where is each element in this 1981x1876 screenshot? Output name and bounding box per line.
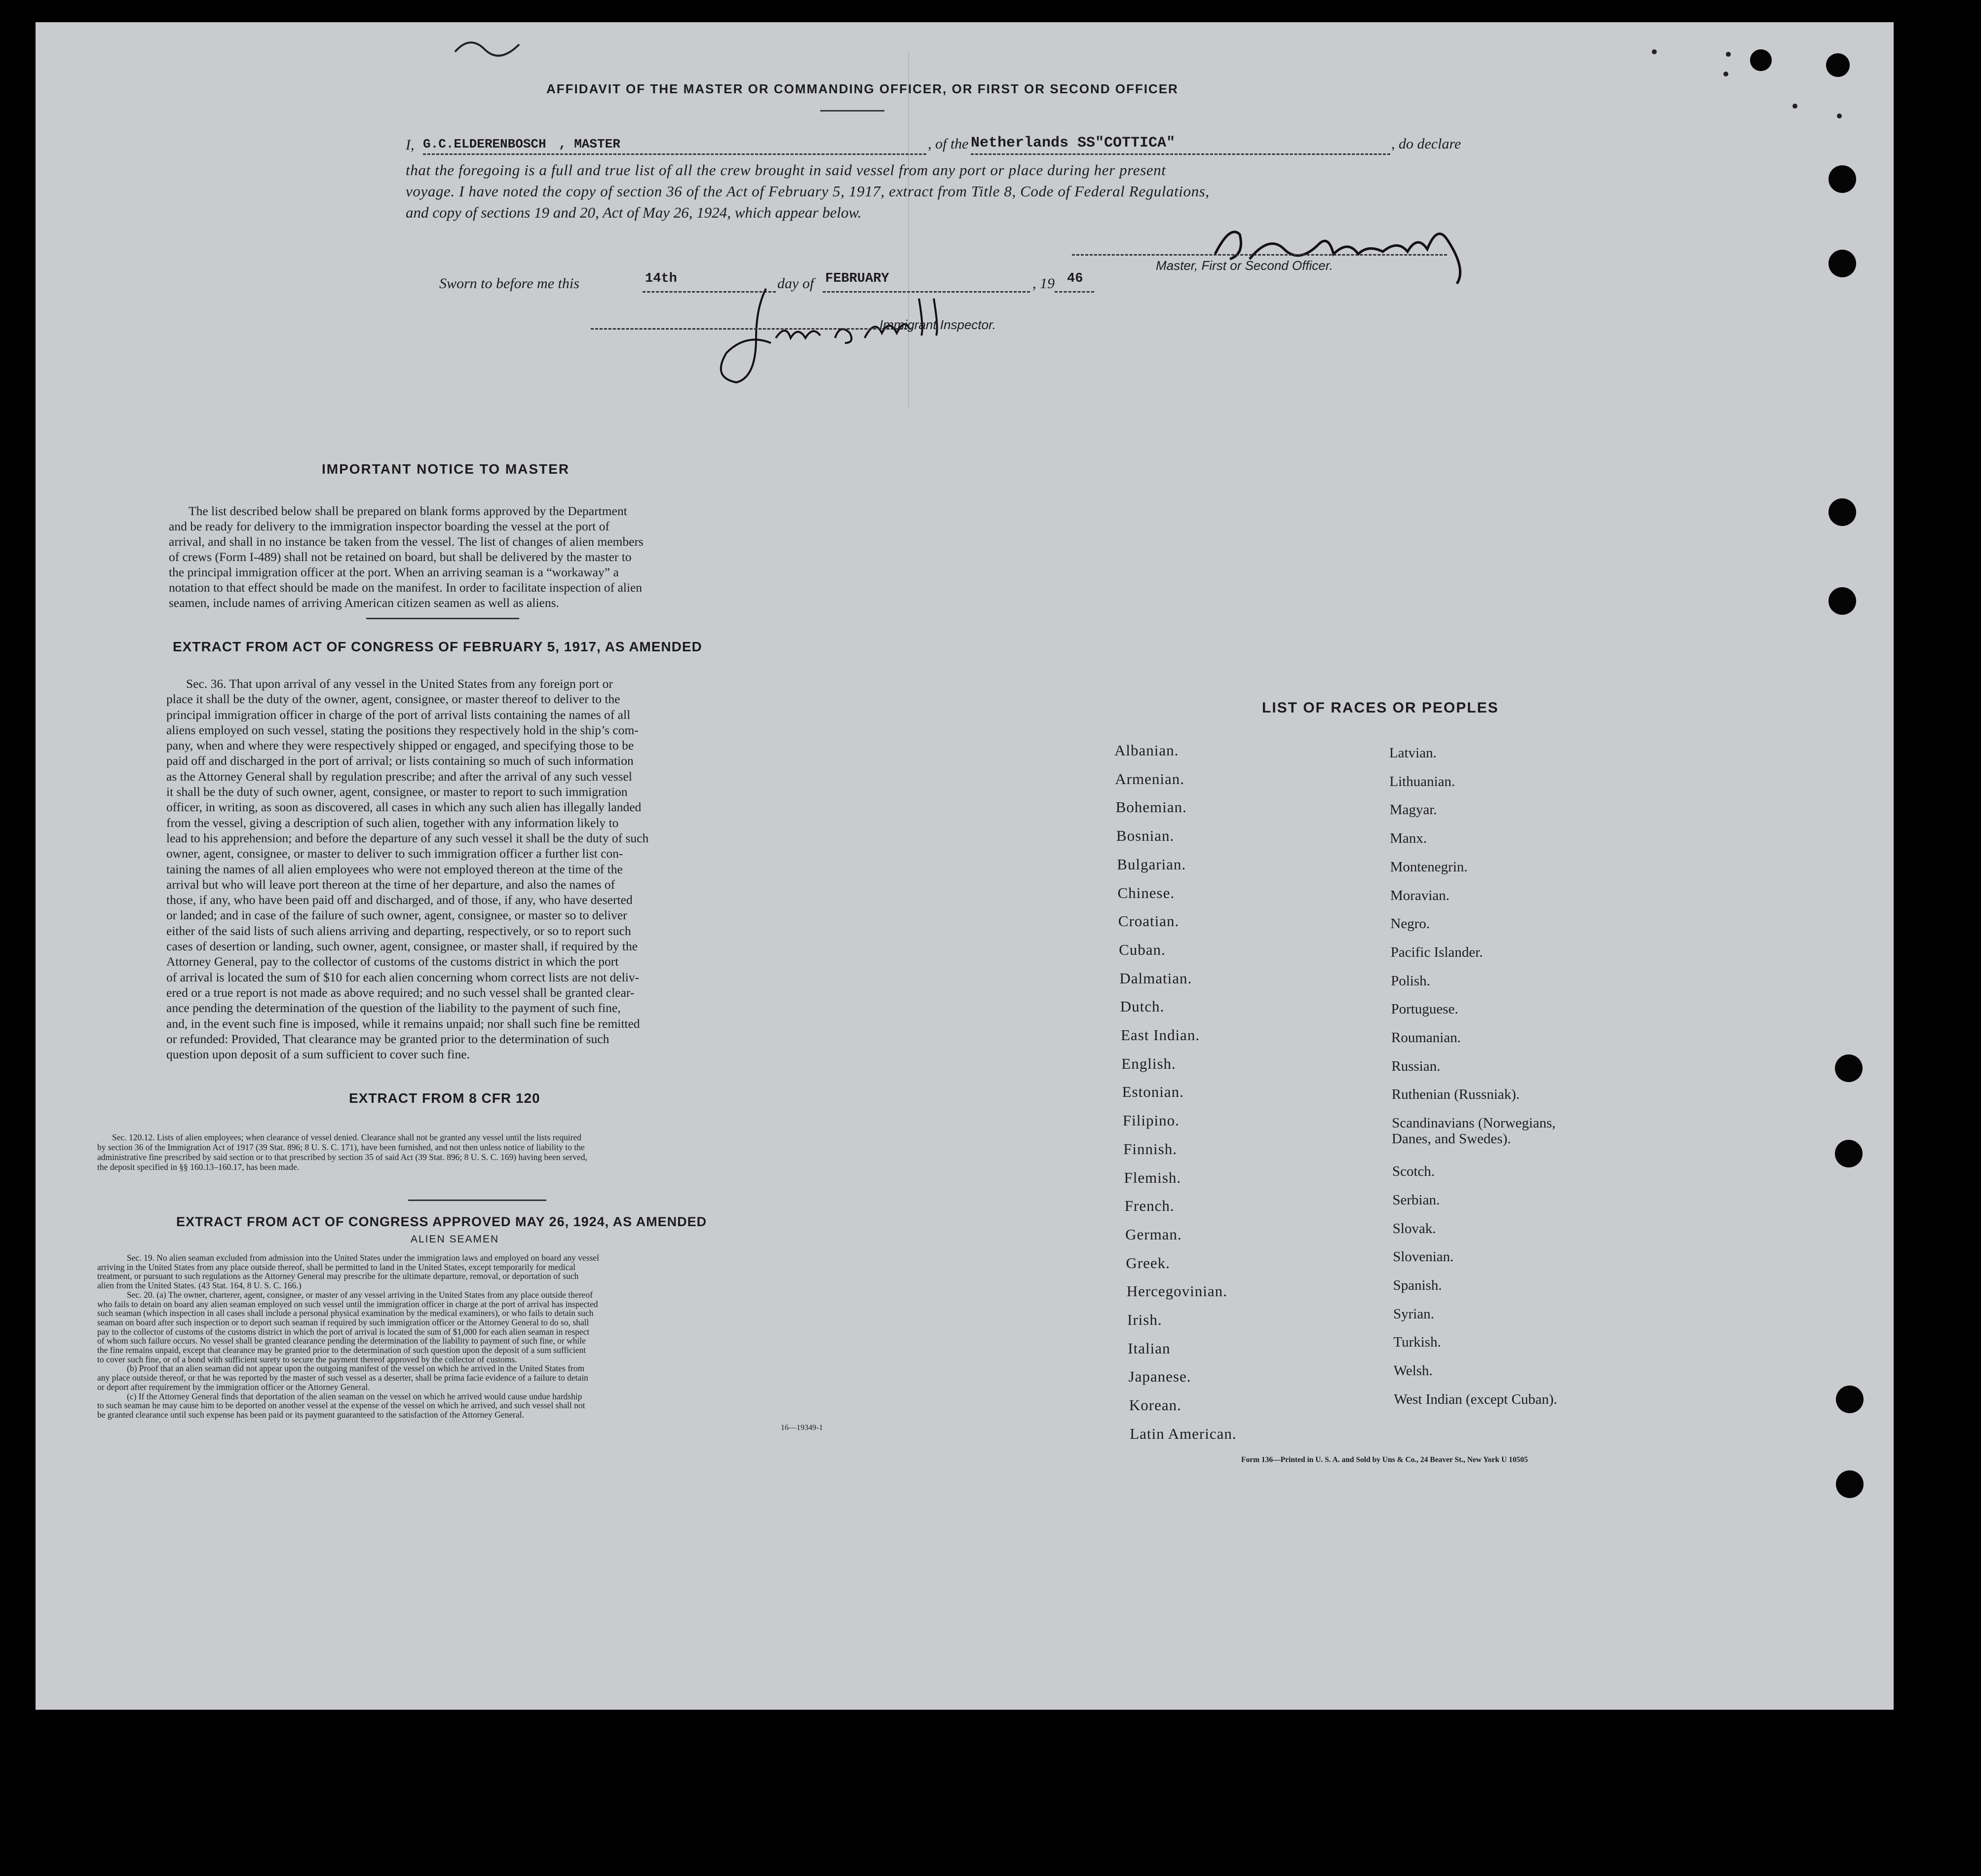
race-item: Korean. <box>1129 1396 1181 1414</box>
race-item: Bosnian. <box>1116 827 1175 845</box>
extract-line: place it shall be the duty of the owner, agent, consignee, or master thereof to deliver to the <box>166 692 620 707</box>
race-item: Ruthenian (Russniak). <box>1391 1087 1520 1103</box>
notice-text <box>169 503 745 610</box>
form-code: 16—19349-1 <box>781 1424 823 1432</box>
race-item: Slovenian. <box>1393 1249 1454 1265</box>
race-item: Moravian. <box>1390 887 1449 903</box>
year-prefix: , 19 <box>1032 275 1055 292</box>
notice-line: arrival, and shall in no instance be taken from the vessel. The list of changes of alien members <box>169 534 644 549</box>
sworn-label: Sworn to before me this <box>439 275 579 292</box>
extract-1924-line: pay to the collector of customs of the customs district in which the port of arrival is located the sum of $1,000 for each alien seaman in respect <box>97 1326 590 1337</box>
race-item: Polish. <box>1391 973 1430 989</box>
race-item: West Indian (except Cuban). <box>1394 1391 1558 1407</box>
printer-footer: Form 136—Printed in U. S. A. and Sold by Uns & Co., 24 Beaver St., New York U 10505 <box>1241 1456 1528 1464</box>
binder-hole <box>1836 1470 1864 1498</box>
extract-line: paid off and discharged in the port of arrival; or lists containing so much of such information <box>166 753 634 768</box>
extract-1924-line: arriving in the United States from any place outside thereof, shall be permitted to land in the United States, except temporarily for medical <box>97 1262 576 1272</box>
cfr-line: administrative fine prescribed by said section or to that prescribed by section 35 of said Act (39 Stat. 896; 8 U. S. C. 169) having been served, <box>97 1152 587 1162</box>
extract-line: officer, in writing, as soon as discovered, all cases in which any such alien has illegally landed <box>166 800 642 815</box>
race-item: Scandinavians (Norwegians, <box>1392 1115 1556 1131</box>
extract-line: pany, when and where they were respectively shipped or engaged, and specifying those to be <box>166 738 634 753</box>
vessel-name: Netherlands SS"COTTICA" <box>971 135 1176 151</box>
speck <box>1723 72 1728 76</box>
extract-1924-line: of whom such failure occurs. No vessel shall be granted clearance pending the determination of the liability to payment of such fine, or while <box>97 1336 586 1346</box>
divider <box>408 1200 546 1201</box>
cfr-line: Sec. 120.12. Lists of alien employees; when clearance of vessel denied. Clearance shall not be granted any vessel until the lists required <box>112 1132 582 1142</box>
extract-1924-line: or deport after requirement by the immigration officer or the Attorney General. <box>97 1382 370 1392</box>
race-item: Estonian. <box>1122 1083 1184 1101</box>
binder-hole <box>1829 165 1856 193</box>
binder-hole <box>1750 49 1772 71</box>
extract-line: question upon deposit of a sum sufficient to cover such fine. <box>166 1047 470 1062</box>
extract-1917-text <box>166 676 746 1062</box>
race-item: Bohemian. <box>1115 798 1187 816</box>
inspector-signature <box>692 279 949 397</box>
cfr-line: the deposit specified in §§ 160.13–160.17, has been made. <box>97 1162 300 1172</box>
sworn-year: 46 <box>1067 271 1083 286</box>
race-item: Turkish. <box>1393 1334 1441 1351</box>
race-item: Latin American. <box>1130 1425 1237 1442</box>
sworn-day: 14th <box>645 271 677 286</box>
extract-1924-line: seaman on board after such inspection or to deport such seaman if required by such immigration officer or the Attorney General to do so, shall <box>97 1317 589 1327</box>
extract-line: of arrival is located the sum of $10 for each alien concerning whom correct lists are not deliv- <box>166 970 640 984</box>
race-item: Italian <box>1128 1339 1171 1357</box>
extract-line: from the vessel, giving a description of such alien, together with any information likely to <box>166 815 619 830</box>
extract-1924-line: alien from the United States. (43 Stat. 164, 8 U. S. C. 166.) <box>97 1280 302 1291</box>
extract-line: ance pending the determination of the question of the liability to the payment of such fine, <box>166 1001 621 1015</box>
race-item: Portuguese. <box>1391 1001 1458 1017</box>
affidavit-title: AFFIDAVIT OF THE MASTER OR COMMANDING OFFICER, OR FIRST OR SECOND OFFICER <box>546 81 1179 96</box>
extract-line: aliens employed on such vessel, stating the positions they respectively hold in the ship’s com- <box>166 722 639 737</box>
race-item: Greek. <box>1126 1254 1170 1272</box>
race-item: Irish. <box>1127 1311 1162 1328</box>
race-item: Latvian. <box>1389 745 1437 761</box>
extract-1924-line: Sec. 20. (a) The owner, charterer, agent, consignee, or master of any vessel arriving in the United States from any place outside thereof <box>127 1289 593 1300</box>
extract-line: Attorney General, pay to the collector of customs of the customs district in which the port <box>166 954 619 969</box>
extract-1924-line: (c) If the Attorney General finds that deportation of the alien seaman on the vessel on which he arrived would cause undue hardship <box>127 1391 582 1401</box>
master-signature-line <box>1072 254 1447 256</box>
master-rank: , MASTER <box>559 137 620 151</box>
inspector-signature-line <box>591 328 912 330</box>
race-item: Pacific Islander. <box>1390 944 1483 960</box>
extract-line: taining the names of all alien employees who were not employed thereon at the time of the <box>166 862 623 876</box>
divider <box>366 618 519 619</box>
extract-line: owner, agent, consignee, or master to deliver to such immigration officer a further list con- <box>166 846 623 861</box>
race-item: Albanian. <box>1114 742 1179 759</box>
races-title: LIST OF RACES OR PEOPLES <box>1262 700 1499 716</box>
binder-hole <box>1829 498 1856 526</box>
master-name: G.C.ELDERENBOSCH <box>423 137 546 151</box>
speck <box>1792 104 1797 109</box>
notice-line: the principal immigration officer at the port. When an arriving seaman is a “workaway” a <box>169 565 619 579</box>
race-item: Magyar. <box>1389 802 1437 818</box>
corner-mark <box>450 27 524 62</box>
race-item: German. <box>1125 1225 1182 1243</box>
extract-1924-line: Sec. 19. No alien seaman excluded from admission into the United States under the immigration laws and employed on board any vessel <box>127 1253 599 1263</box>
of-the-label: , of the <box>928 136 969 152</box>
binder-hole <box>1836 1386 1864 1413</box>
cfr-text <box>97 1132 867 1172</box>
race-item: Armenian. <box>1115 770 1185 788</box>
race-item: English. <box>1121 1054 1176 1072</box>
binder-hole <box>1826 53 1850 77</box>
extract-1924-title: EXTRACT FROM ACT OF CONGRESS APPROVED MAY 26, 1924, AS AMENDED <box>176 1214 707 1229</box>
extract-1924-subtitle: ALIEN SEAMEN <box>411 1234 499 1245</box>
cfr-line: by section 36 of the Immigration Act of 1917 (39 Stat. 896; 8 U. S. C. 171), have been furnished, and not then unless notice of liability to the <box>97 1142 585 1152</box>
notice-line: The list described below shall be prepared on blank forms approved by the Department <box>189 504 627 518</box>
race-item: Manx. <box>1390 830 1427 847</box>
master-label: Master, First or Second Officer. <box>1156 258 1333 273</box>
document-page <box>36 22 1894 1710</box>
race-item: Montenegrin. <box>1390 859 1468 875</box>
extract-1924-line: such seaman (which inspection in all cases shall include a personal physical examination by the medical examiners), or who fails to detain such <box>97 1308 594 1318</box>
binder-hole <box>1835 1054 1863 1082</box>
binder-hole <box>1829 250 1856 277</box>
extract-line: or landed; and in case of the failure of such owner, agent, consignee, or master so to deliver <box>166 908 627 923</box>
extract-1924-line: the fine remains unpaid, except that clearance may be granted prior to the determination of such question upon the deposit of a sum sufficient <box>97 1345 586 1355</box>
sworn-month: FEBRUARY <box>825 271 889 286</box>
binder-hole <box>1829 587 1856 615</box>
inspector-label: Immigrant Inspector. <box>879 317 996 332</box>
do-declare-label: , do declare <box>1391 136 1461 152</box>
year-line <box>1055 291 1094 293</box>
notice-line: seamen, include names of arriving American citizen seamen as well as aliens. <box>169 596 559 610</box>
notice-line: and be ready for delivery to the immigration inspector boarding the vessel at the port of <box>169 519 610 533</box>
speck <box>1837 113 1842 118</box>
race-item: Filipino. <box>1122 1112 1180 1129</box>
race-item: Russian. <box>1391 1058 1441 1074</box>
extract-line: ered or a true report is not made as above required; and no such vessel shall be granted clear- <box>166 985 635 1000</box>
name-line <box>423 153 926 155</box>
race-item: Bulgarian. <box>1117 855 1186 873</box>
extract-1924-line: to such seaman he may cause him to be deported on another vessel at the expense of the vessel on which he arrived, and such vessel shall not <box>97 1400 585 1411</box>
race-item: French. <box>1124 1197 1175 1215</box>
extract-line: either of the said lists of such aliens arriving and departing, respectively, or so to report such <box>166 923 631 938</box>
notice-line: notation to that effect should be made on the manifest. In order to facilitate inspection of alien <box>169 580 643 595</box>
race-item: Negro. <box>1390 916 1430 932</box>
notice-title: IMPORTANT NOTICE TO MASTER <box>322 461 570 477</box>
extract-1924-line: (b) Proof that an alien seaman did not appear upon the outgoing manifest of the vessel on which he arrived in the United States from <box>127 1363 585 1374</box>
extract-line: principal immigration officer in charge of the port of arrival lists containing the names of all <box>166 707 631 722</box>
speck <box>1652 49 1657 54</box>
race-item: Slovak. <box>1392 1220 1436 1237</box>
race-item: East Indian. <box>1121 1026 1200 1044</box>
extract-1924-line: treatment, or pursuant to such regulations as the Attorney General may prescribe for the ultimate departure, removal, or deportation of such <box>97 1271 579 1281</box>
race-item: Syrian. <box>1393 1306 1434 1322</box>
extract-1924-line: to cover such fine, or of a bond with sufficient surety to secure the payment thereof approved by the collector of customs. <box>97 1354 517 1364</box>
day-of-label: day of <box>777 275 814 292</box>
race-item: Spanish. <box>1393 1277 1442 1293</box>
race-item: Welsh. <box>1393 1363 1433 1379</box>
extract-line: as the Attorney General shall by regulation prescribe; and after the arrival of any such vessel <box>166 769 632 784</box>
extract-line: cases of desertion or landing, such owner, agent, consignee, or master shall, if required by the <box>166 939 638 954</box>
divider <box>820 110 884 112</box>
extract-line: and, in the event such fine is imposed, while it remains unpaid; nor shall such fine be remitted <box>166 1016 640 1031</box>
extract-1917-title: EXTRACT FROM ACT OF CONGRESS OF FEBRUARY 5, 1917, AS AMENDED <box>173 639 702 654</box>
affidavit-line-3: voyage. I have noted the copy of section 36 of the Act of February 5, 1917, extract from Title 8, Code of Federal Regulations, <box>406 183 1210 200</box>
extract-1924-text <box>97 1253 867 1420</box>
extract-1924-line: who fails to detain on board any alien seaman employed on such vessel until the immigration officer in charge at the port of arrival has inspected <box>97 1299 598 1309</box>
race-item: Danes, and Swedes). <box>1392 1130 1511 1147</box>
notice-line: of crews (Form I-489) shall not be retained on board, but shall be delivered by the master to <box>169 550 632 564</box>
race-item: Dalmatian. <box>1119 969 1192 987</box>
extract-line: it shall be the duty of such owner, agent, consignee, or master to report to such immigration <box>166 785 628 799</box>
race-item: Flemish. <box>1124 1168 1181 1186</box>
affidavit-prefix: I, <box>406 137 415 153</box>
master-signature <box>1171 205 1486 299</box>
affidavit-line-2: that the foregoing is a full and true list of all the crew brought in said vessel from any port or place during her present <box>406 161 1166 179</box>
binder-hole <box>1835 1140 1863 1167</box>
race-item: Hercegovinian. <box>1126 1282 1227 1300</box>
extract-1924-line: any place outside thereof, or that he was reported by the master of such vessel as a deserter, shall be prima facie evidence of a failure to detain <box>97 1373 588 1383</box>
race-item: Finnish. <box>1123 1140 1177 1158</box>
cfr-title: EXTRACT FROM 8 CFR 120 <box>349 1090 540 1106</box>
race-item: Lithuanian. <box>1389 773 1455 789</box>
race-item: Cuban. <box>1119 940 1166 958</box>
race-item: Roumanian. <box>1391 1030 1461 1046</box>
speck <box>1726 52 1731 57</box>
race-item: Scotch. <box>1392 1163 1435 1180</box>
extract-line: those, if any, who have been paid off and discharged, and of those, if any, who have deserted <box>166 893 633 907</box>
extract-line: or refunded: Provided, That clearance may be granted prior to the determination of such <box>166 1031 610 1046</box>
race-item: Serbian. <box>1392 1192 1440 1208</box>
vessel-line <box>971 153 1390 155</box>
race-item: Dutch. <box>1120 998 1165 1015</box>
affidavit-line-4: and copy of sections 19 and 20, Act of May 26, 1924, which appear below. <box>406 204 862 221</box>
extract-1924-line: be granted clearance until such expense has been paid or its payment guaranteed to the satisfaction of the Attorney General. <box>97 1409 524 1420</box>
extract-line: Sec. 36. That upon arrival of any vessel in the United States from any foreign port or <box>186 676 613 691</box>
race-item: Chinese. <box>1117 884 1175 901</box>
race-item: Croatian. <box>1118 912 1180 930</box>
extract-line: arrival but who will leave port thereon at the time of her departure, and also the names of <box>166 877 615 892</box>
extract-line: lead to his apprehension; and before the departure of any such vessel it shall be the duty of such <box>166 830 649 845</box>
race-item: Japanese. <box>1128 1368 1191 1386</box>
